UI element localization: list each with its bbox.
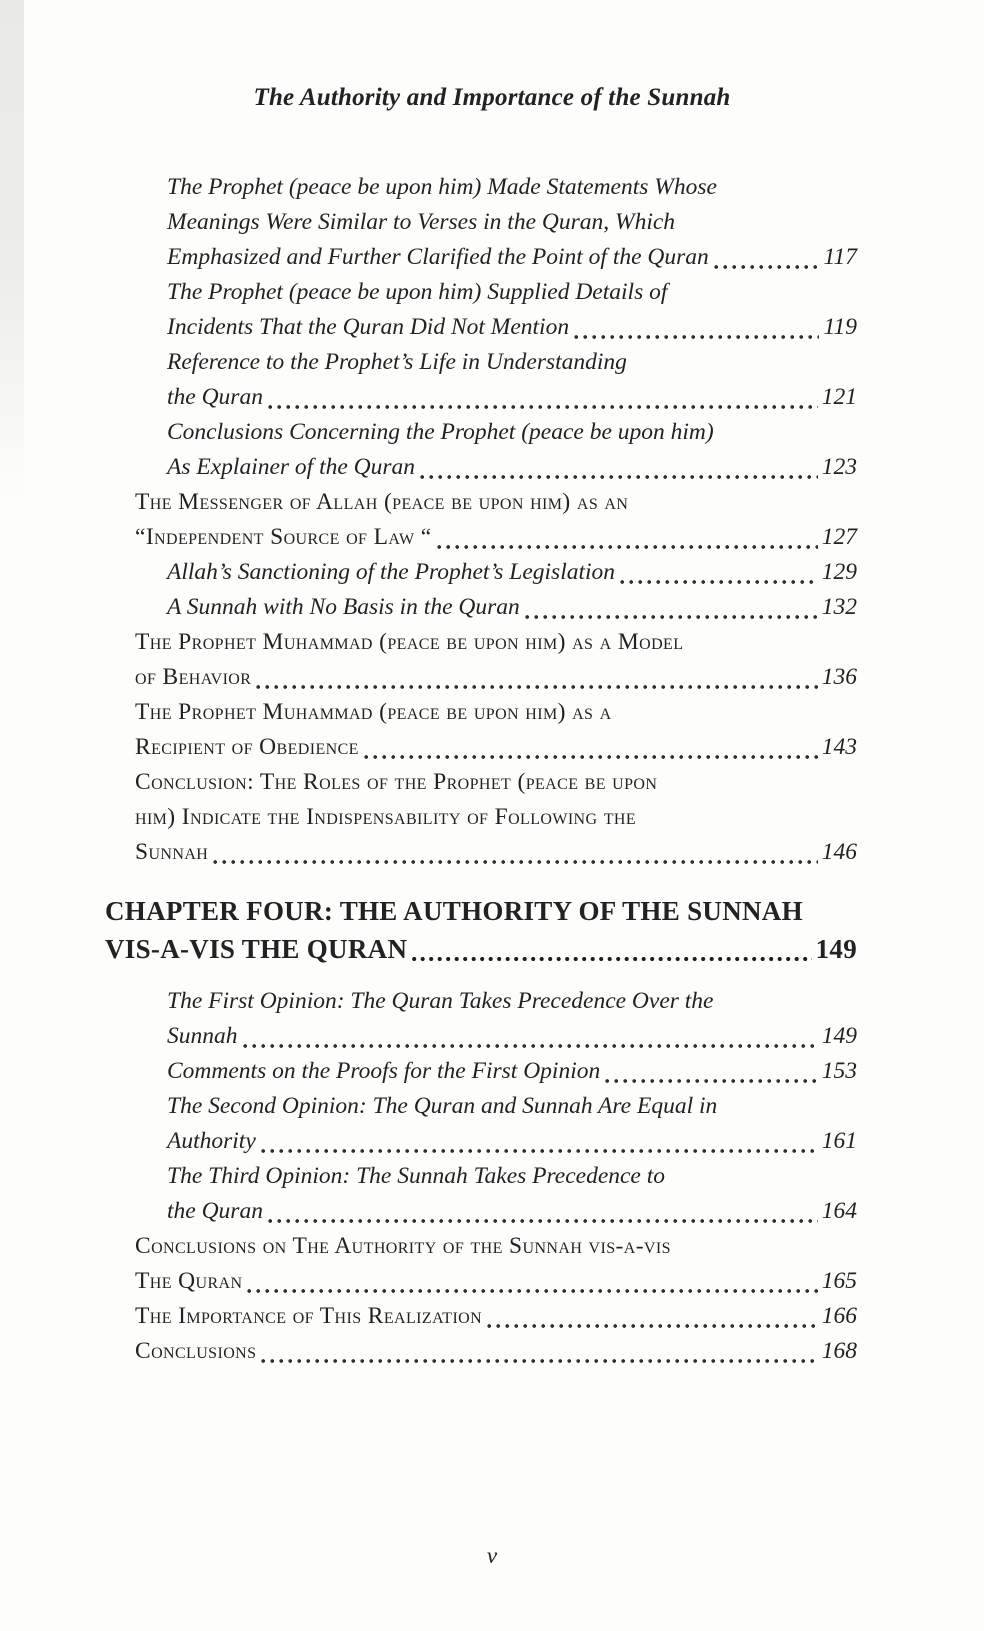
toc-page-number: 136 [821, 664, 857, 690]
toc-page-number: 168 [821, 1338, 857, 1364]
toc-line-text: Emphasized and Further Clarified the Point of the Quran [167, 244, 709, 270]
dot-leader [420, 474, 818, 480]
dot-leader [213, 859, 818, 865]
toc-line [167, 1124, 857, 1159]
toc-page-number: 161 [821, 1128, 857, 1154]
toc-line [167, 310, 857, 345]
toc-page-number: 166 [821, 1303, 857, 1329]
toc-page-number: 129 [821, 559, 857, 585]
toc-line-text: Conclusions on The Authority of the Sunnah vis-a-vis [135, 1233, 671, 1259]
toc-line [167, 590, 857, 625]
dot-leader [714, 264, 820, 270]
toc-line-text: Sunnah [135, 839, 209, 865]
toc-line-text: Recipient of Obedience [135, 734, 359, 760]
toc-line [167, 450, 857, 485]
dot-leader [261, 1358, 817, 1364]
toc-page-number: 121 [821, 384, 857, 410]
toc-line [135, 835, 857, 870]
toc-line-text: the Quran [167, 1198, 263, 1224]
dot-leader [487, 1323, 818, 1329]
toc-line-text: CHAPTER FOUR: THE AUTHORITY OF THE SUNNAH [105, 896, 803, 926]
footer-page-number: v [486, 1543, 498, 1568]
dot-leader [525, 614, 818, 620]
toc-entry [105, 1229, 857, 1299]
toc-line [135, 1229, 857, 1264]
toc-page-number: 119 [823, 314, 857, 340]
toc-page-number: 143 [821, 734, 857, 760]
toc-line [167, 1089, 857, 1124]
toc-entry [105, 345, 857, 415]
toc-entry [105, 1159, 857, 1229]
toc-line-text: Comments on the Proofs for the First Opinion [167, 1058, 601, 1084]
toc-line-text: The Prophet Muhammad (peace be upon him) as a [135, 699, 612, 725]
toc-entry [105, 625, 857, 695]
toc-line-text: Authority [167, 1128, 256, 1154]
toc-line-text: The Prophet (peace be upon him) Supplied Details of [167, 279, 668, 305]
toc-line-text: of Behavior [135, 664, 252, 690]
dot-leader [437, 544, 818, 550]
toc-line [167, 555, 857, 590]
dot-leader [256, 684, 817, 690]
toc-line [135, 660, 857, 695]
toc-line-text: the Quran [167, 384, 263, 410]
toc-entry [105, 1334, 857, 1369]
dot-leader [574, 334, 819, 340]
dot-leader [412, 956, 811, 962]
toc-line-text: The Prophet (peace be upon him) Made Statements Whose [167, 174, 717, 200]
toc-entry [105, 415, 857, 485]
toc-line-text: Conclusion: The Roles of the Prophet (peace be upon [135, 769, 658, 795]
toc-line [135, 1299, 857, 1334]
toc-entry [105, 170, 857, 275]
toc-page-number: 149 [815, 934, 857, 964]
toc-line-text: Meanings Were Similar to Verses in the Quran, Which [167, 209, 676, 235]
toc-line [105, 930, 857, 968]
dot-leader [261, 1148, 818, 1154]
dot-leader [268, 1218, 818, 1224]
toc-line [167, 415, 857, 450]
toc-line-text: The Prophet Muhammad (peace be upon him) as a Model [135, 629, 684, 655]
toc-line-text: The Importance of This Realization [135, 1303, 483, 1329]
toc-line-text: Incidents That the Quran Did Not Mention [167, 314, 570, 340]
toc-line [135, 695, 857, 730]
toc-line-text: A Sunnah with No Basis in the Quran [167, 594, 520, 620]
toc-page-number: 146 [821, 839, 857, 865]
toc-entry [105, 765, 857, 870]
toc-page-number: 153 [821, 1058, 857, 1084]
toc-line [167, 1054, 857, 1089]
toc-list [105, 170, 857, 1369]
toc-line [135, 765, 857, 800]
dot-leader [243, 1043, 818, 1049]
toc-page-number: 123 [821, 454, 857, 480]
toc-entry [105, 984, 857, 1054]
toc-line [167, 205, 857, 240]
toc-entry [105, 1089, 857, 1159]
toc-line-text: The First Opinion: The Quran Takes Precedence Over the [167, 988, 714, 1014]
dot-leader [364, 754, 818, 760]
toc-entry [105, 555, 857, 590]
toc-line [135, 485, 857, 520]
toc-entry [105, 1299, 857, 1334]
toc-line [135, 730, 857, 765]
toc-entry [105, 485, 857, 555]
toc-line [135, 800, 857, 835]
toc-entry [105, 275, 857, 345]
toc-line [105, 892, 857, 930]
toc-line [135, 520, 857, 555]
toc-line-text: The Second Opinion: The Quran and Sunnah Are Equal in [167, 1093, 718, 1119]
toc-line-text: Allah’s Sanctioning of the Prophet’s Legislation [167, 559, 616, 585]
dot-leader [247, 1288, 817, 1294]
toc-line [167, 1019, 857, 1054]
toc-line [167, 984, 857, 1019]
toc-page-number: 127 [821, 524, 857, 550]
dot-leader [268, 404, 818, 410]
toc-line-text: The Third Opinion: The Sunnah Takes Precedence to [167, 1163, 666, 1189]
toc-line-text: VIS-A-VIS THE QURAN [105, 934, 408, 964]
toc-page-number: 117 [823, 244, 857, 270]
toc-line [135, 1334, 857, 1369]
toc-line [167, 240, 857, 275]
toc-page-number: 132 [821, 594, 857, 620]
toc-line-text: The Messenger of Allah (peace be upon him) as an [135, 489, 629, 515]
toc-line-text: Conclusions [135, 1338, 257, 1364]
running-header-title: The Authority and Importance of the Sunnah [253, 84, 731, 111]
toc-line [167, 1194, 857, 1229]
toc-page-number: 149 [821, 1023, 857, 1049]
toc-line-text: Reference to the Prophet’s Life in Understanding [167, 349, 627, 375]
toc-line-text: Sunnah [167, 1023, 238, 1049]
toc-entry [105, 892, 857, 968]
toc-entry [105, 695, 857, 765]
toc-line [167, 380, 857, 415]
toc-line [167, 1159, 857, 1194]
dot-leader [605, 1078, 818, 1084]
toc-line [135, 1264, 857, 1299]
toc-page-number: 164 [821, 1198, 857, 1224]
dot-leader [620, 579, 818, 585]
toc-entry [105, 1054, 857, 1089]
toc-line [167, 170, 857, 205]
toc-line-text: “Independent Source of Law “ [135, 524, 432, 550]
toc-line [167, 275, 857, 310]
toc-line-text: him) Indicate the Indispensability of Following the [135, 804, 637, 830]
toc-entry [105, 590, 857, 625]
toc-line-text: The Quran [135, 1268, 243, 1294]
scan-edge-shading [0, 0, 24, 500]
toc-line-text: As Explainer of the Quran [167, 454, 416, 480]
toc-line-text: Conclusions Concerning the Prophet (peace be upon him) [167, 419, 714, 445]
toc-page-number: 165 [821, 1268, 857, 1294]
toc-line [135, 625, 857, 660]
toc-line [167, 345, 857, 380]
